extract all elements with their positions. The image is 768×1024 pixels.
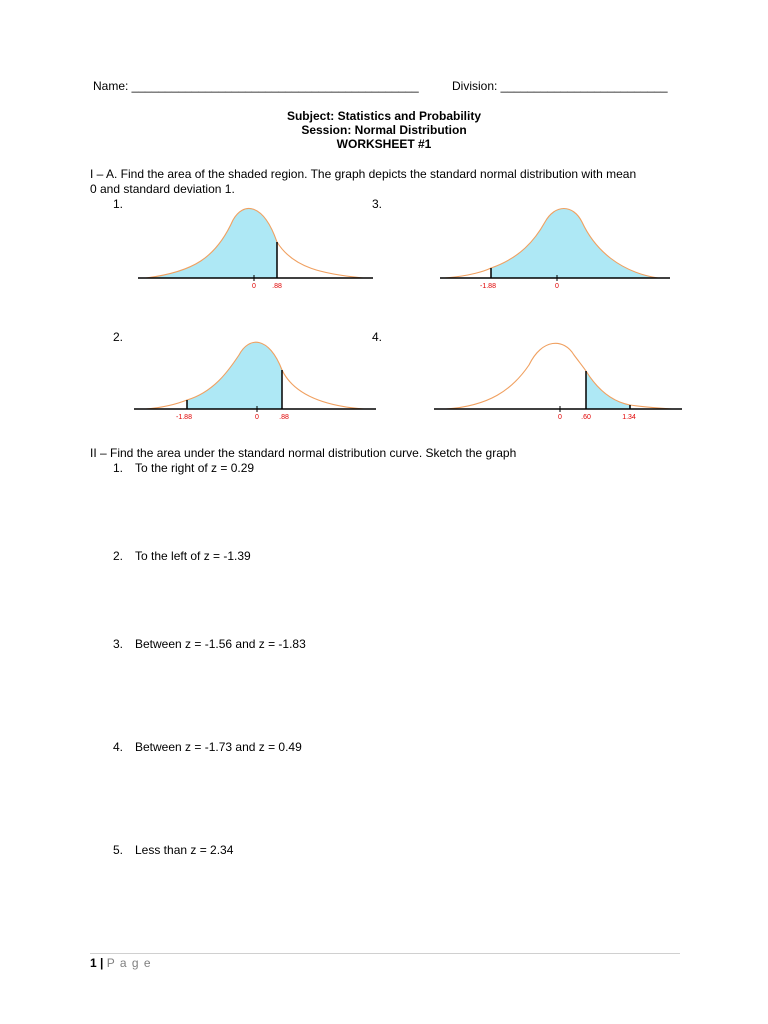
part2-item-1-number: 1. [113, 461, 124, 475]
name-field-label: Name: ___________________________________________ [93, 79, 419, 93]
tick-label: .88 [272, 283, 282, 290]
part2-item-4-text: Between z = -1.73 and z = 0.49 [135, 740, 302, 754]
tick-label: 0 [555, 283, 559, 290]
tick-label: -1.88 [176, 414, 192, 421]
part2-item-3-text: Between z = -1.56 and z = -1.83 [135, 637, 306, 651]
part1-instruction: I – A. Find the area of the shaded region. The graph depicts the standard normal distribution with mean [90, 167, 637, 181]
tick-label: 0 [252, 283, 256, 290]
part2-item-5-text: Less than z = 2.34 [135, 843, 234, 857]
part2-item-1-text: To the right of z = 0.29 [135, 461, 255, 475]
part2-item-2-text: To the left of z = -1.39 [135, 549, 251, 563]
tick-label: 1.34 [622, 414, 636, 421]
division-field-label: Division: _________________________ [452, 79, 668, 93]
worksheet-title: WORKSHEET #1 [336, 137, 432, 151]
tick-label: -1.88 [480, 283, 496, 290]
part2-instruction: II – Find the area under the standard normal distribution curve. Sketch the graph [90, 446, 517, 460]
part2-item-4-number: 4. [113, 740, 124, 754]
normal-curve-graph-1 [138, 200, 373, 295]
page-footer [90, 956, 152, 970]
session-title: Session: Normal Distribution [301, 123, 467, 137]
graph-2-number: 2. [113, 330, 124, 344]
shaded-area [491, 209, 658, 279]
footer-separator: | [100, 956, 104, 970]
shaded-area [187, 342, 282, 409]
tick-label: .60 [581, 414, 591, 421]
tick-label: .88 [279, 414, 289, 421]
part2-item-2-number: 2. [113, 549, 124, 563]
normal-curve-graph-2 [134, 330, 379, 425]
page-word: P a g e [106, 956, 152, 970]
graph-3-number: 3. [372, 197, 383, 211]
normal-curve-graph-4 [434, 330, 684, 425]
shaded-area [146, 208, 277, 278]
graph-1-number: 1. [113, 197, 124, 211]
part2-item-5-number: 5. [113, 843, 124, 857]
footer-divider [90, 953, 680, 954]
tick-label: 0 [558, 414, 562, 421]
normal-curve-graph-3 [440, 200, 675, 295]
tick-label: 0 [255, 414, 259, 421]
graph-4-number: 4. [372, 330, 383, 344]
part1-instruction-cont: 0 and standard deviation 1. [90, 182, 235, 196]
subject-title: Subject: Statistics and Probability [286, 109, 482, 123]
part2-item-3-number: 3. [113, 637, 124, 651]
distribution-curve [446, 343, 672, 409]
page-number: 1 [90, 956, 97, 970]
